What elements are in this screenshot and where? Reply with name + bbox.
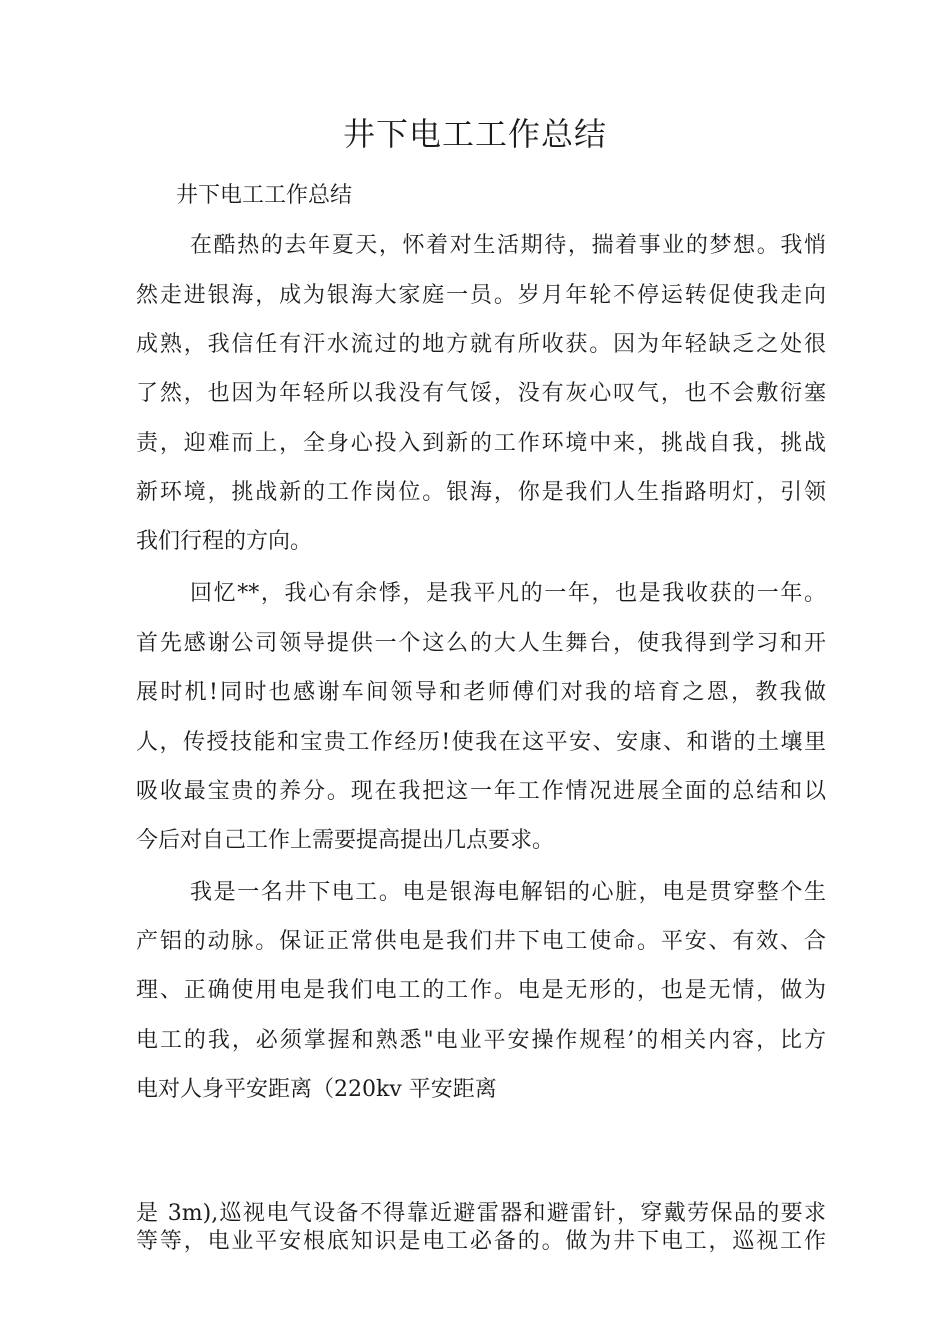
paragraph-2-line-5: 吸收最宝贵的养分。现在我把这一年工作情况进展全面的总结和以 (136, 779, 826, 804)
paragraph-2-line-2: 首先感谢公司领导提供一个这么的大人生舞台，使我得到学习和开 (136, 631, 826, 656)
paragraph-2-line-6: 今后对自己工作上需要提高提出几点要求。 (136, 828, 555, 853)
paragraph-4-line-1: 是 3m),巡视电气设备不得靠近避雷器和避雷针，穿戴劳保品的要求 (136, 1201, 826, 1226)
paragraph-3-line-4: 电工的我，必须掌握和熟悉"电业平安操作规程’的相关内容，比方 (136, 1028, 826, 1053)
paragraph-2-line-4: 人，传授技能和宝贵工作经历!使我在这平安、安康、和谐的土壤里 (136, 730, 826, 755)
paragraph-1-line-7: 我们行程的方向。 (136, 529, 313, 554)
paragraph-1-line-6: 新环境，挑战新的工作岗位。银海，你是我们人生指路明灯，引领 (136, 480, 826, 505)
paragraph-3-line-3: 理、正确使用电是我们电工的工作。电是无形的，也是无情，做为 (136, 978, 826, 1003)
paragraph-3-line-2: 产铝的动脉。保证正常供电是我们井下电工使命。平安、有效、合 (136, 929, 826, 954)
paragraph-3-line-1: 我是一名井下电工。电是银海电解铝的心脏，电是贯穿整个生 (190, 880, 826, 905)
paragraph-1-line-2: 然走进银海，成为银海大家庭一员。岁月年轮不停运转促使我走向 (136, 283, 826, 308)
paragraph-1-line-3: 成熟，我信任有汗水流过的地方就有所收获。因为年轻缺乏之处很 (136, 332, 826, 357)
paragraph-1-line-4: 了然，也因为年轻所以我没有气馁，没有灰心叹气，也不会敷衍塞 (136, 381, 826, 406)
document-subtitle: 井下电工工作总结 (176, 183, 353, 208)
paragraph-1-line-5: 责，迎难而上，全身心投入到新的工作环境中来，挑战自我，挑战 (136, 431, 826, 456)
paragraph-1-line-1: 在酷热的去年夏天，怀着对生活期待，揣着事业的梦想。我悄 (190, 233, 826, 258)
paragraph-3-line-5: 电对人身平安距离（220kv 平安距离 (136, 1077, 497, 1102)
paragraph-4-line-2: 等等，电业平安根底知识是电工必备的。做为井下电工，巡视工作 (136, 1229, 826, 1254)
paragraph-2-line-1: 回忆**，我心有余悸，是我平凡的一年，也是我收获的一年。 (190, 581, 826, 606)
paragraph-2-line-3: 展时机!同时也感谢车间领导和老师傅们对我的培育之恩，教我做 (136, 680, 826, 705)
document-title: 井下电工工作总结 (342, 115, 607, 153)
